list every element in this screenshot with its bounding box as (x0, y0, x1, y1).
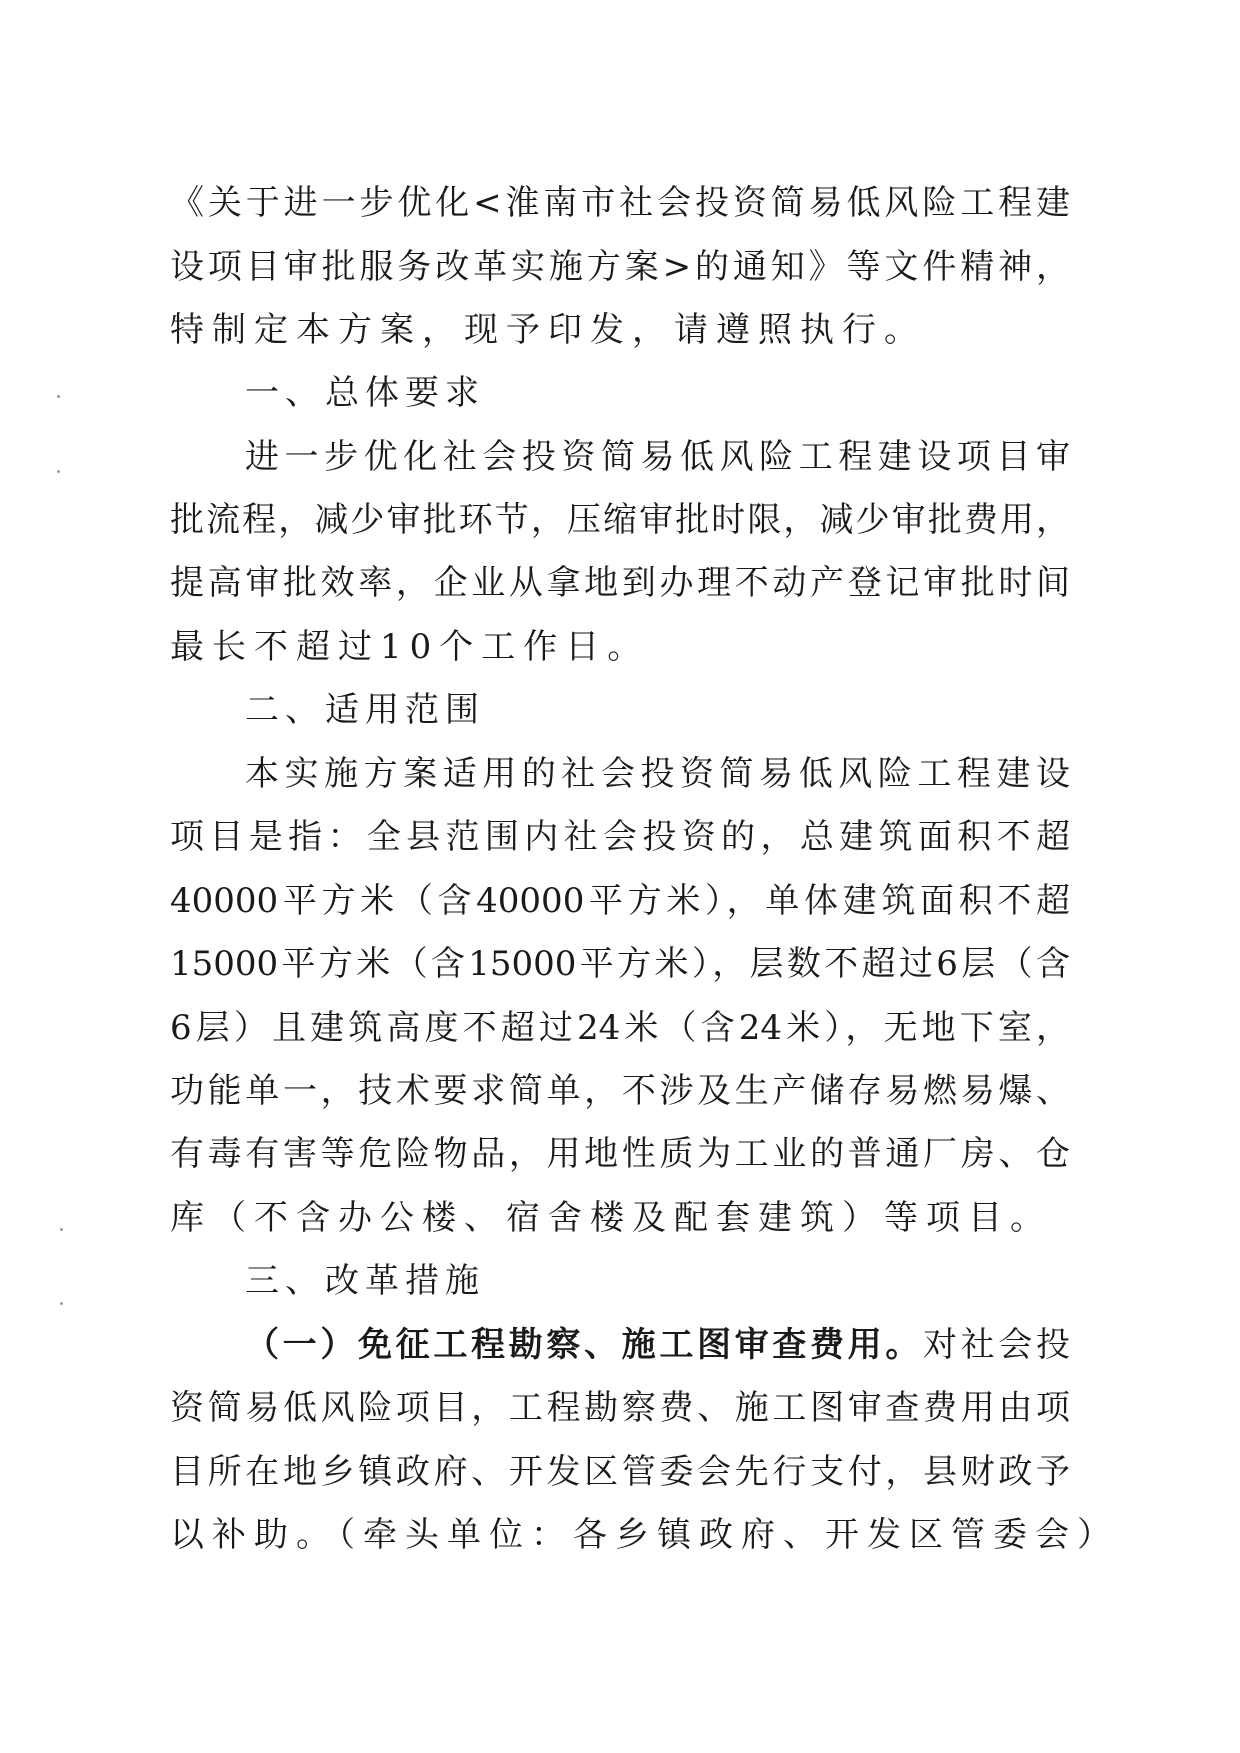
section-2-line-7: 有毒有害等危险物品，用地性质为工业的普通厂房、仓 (170, 1134, 1070, 1174)
section-2-line-1: 本实施方案适用的社会投资简易低风险工程建设 (245, 754, 1070, 794)
scan-speck (60, 1228, 63, 1231)
scan-speck (57, 395, 60, 398)
scan-speck (57, 470, 60, 473)
section-1-line-1: 进一步优化社会投资简易低风险工程建设项目审 (245, 437, 1070, 477)
section-3-item-1-first-line (245, 1325, 1070, 1365)
section-2-line-5: 6层）且建筑高度不超过24米（含24米），无地下室， (170, 1008, 1070, 1048)
section-2-line-4: 15000平方米（含15000平方米），层数不超过6层（含 (170, 944, 1070, 984)
section-2-line-6: 功能单一，技术要求简单，不涉及生产储存易燃易爆、 (170, 1071, 1070, 1111)
section-heading-scope: 二、适用范围 (245, 690, 485, 730)
section-3-item-1-line-4: 以补助。（牵头单位：各乡镇政府、开发区管委会） (170, 1515, 1119, 1555)
section-heading-reform-measures: 三、改革措施 (245, 1261, 485, 1301)
item-1-first-line-rest: 对社会投 (923, 1325, 1070, 1365)
section-heading-overall-requirements: 一、总体要求 (245, 373, 485, 413)
section-3-item-1-line-3: 目所在地乡镇政府、开发区管委会先行支付，县财政予 (170, 1452, 1070, 1492)
scan-speck (60, 1302, 63, 1305)
section-1-line-4: 最长不超过10个工作日。 (170, 627, 650, 667)
item-1-title: （一）免征工程勘察、施工图审查费用。 (245, 1325, 923, 1365)
section-1-line-3: 提高审批效率，企业从拿地到办理不动产登记审批时间 (170, 563, 1070, 603)
section-2-line-2: 项目是指：全县范围内社会投资的，总建筑面积不超 (170, 817, 1070, 857)
intro-line-2: 设项目审批服务改革实施方案>的通知》等文件精神， (170, 247, 1070, 287)
section-2-line-8: 库（不含办公楼、宿舍楼及配套建筑）等项目。 (170, 1198, 1052, 1238)
section-3-item-1-line-2: 资简易低风险项目，工程勘察费、施工图审查费用由项 (170, 1388, 1070, 1428)
section-2-line-3: 40000平方米（含40000平方米），单体建筑面积不超 (170, 881, 1070, 921)
intro-line-1: 《关于进一步优化<淮南市社会投资简易低风险工程建 (170, 183, 1070, 223)
section-1-line-2: 批流程，减少审批环节，压缩审批时限，减少审批费用， (170, 500, 1070, 540)
intro-line-3: 特制定本方案，现予印发，请遵照执行。 (170, 310, 926, 350)
